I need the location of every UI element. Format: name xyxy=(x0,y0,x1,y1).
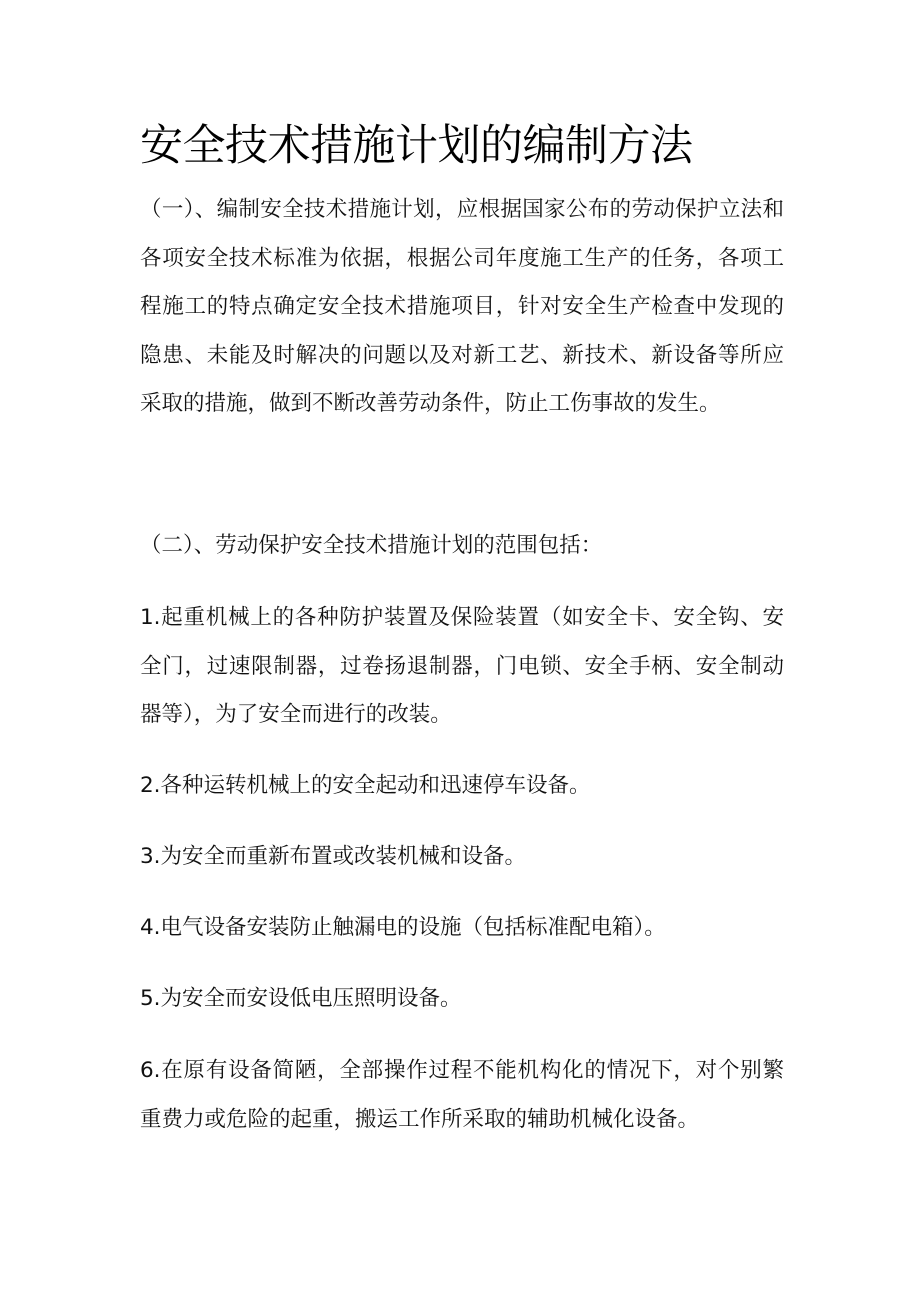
list-item: 3.为安全而重新布置或改装机械和设备。 xyxy=(140,844,527,869)
list-item: 2.各种运转机械上的安全起动和迅速停车设备。 xyxy=(140,773,591,798)
list-item: 4.电气设备安装防止触漏电的设施（包括标准配电箱）。 xyxy=(140,915,666,940)
list-item: 5.为安全而安设低电压照明设备。 xyxy=(140,986,462,1011)
list-item: 6.在原有设备简陋，全部操作过程不能机构化的情况下，对个别繁重费力或危险的起重，搬运工作所采取的辅助机械化设备。 xyxy=(140,1058,784,1132)
section-2-heading: （二）、劳动保护安全技术措施计划的范围包括： xyxy=(140,533,603,558)
section-1-paragraph: （一）、编制安全技术措施计划，应根据国家公布的劳动保护立法和各项安全技术标准为依据，根据公司年度施工生产的任务，各项工程施工的特点确定安全技术措施项目，针对安全生产检查中发现的隐患、未能及时解决的问题以及对新工艺、新技术、新设备等所应采取的措施，做到不断改善劳动条件，防止工伤事故的发生。 xyxy=(140,197,784,416)
document-title: 安全技术措施计划的编制方法 xyxy=(140,121,693,171)
list-item: 1.起重机械上的各种防护装置及保险装置（如安全卡、安全钩、安全门，过速限制器，过卷扬退制器，门电锁、安全手柄、安全制动器等），为了安全而进行的改装。 xyxy=(140,605,784,727)
